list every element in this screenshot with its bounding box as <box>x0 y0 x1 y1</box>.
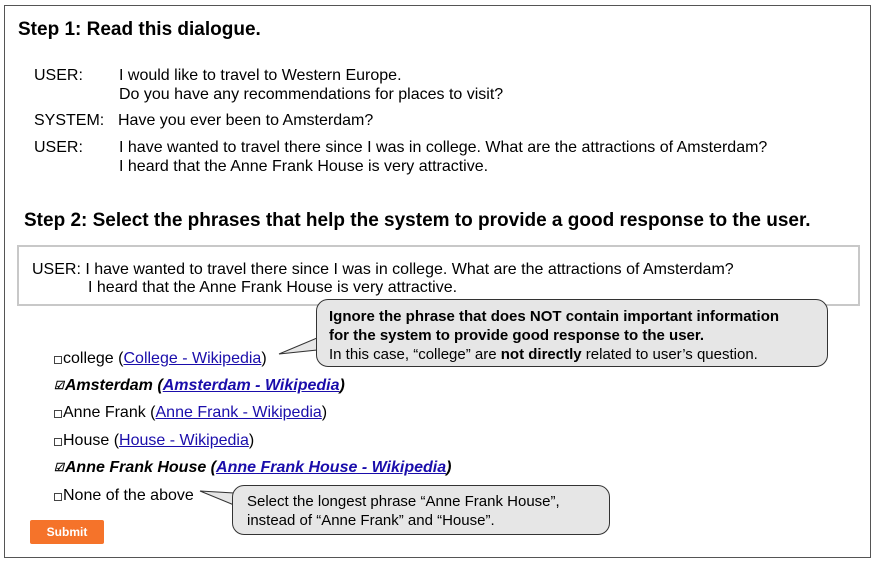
speaker-label: USER: <box>34 67 83 84</box>
checkbox-checked[interactable]: ☑ <box>54 380 64 392</box>
user-utterance-box <box>17 245 860 306</box>
callout-line: instead of “Anne Frank” and “House”. <box>247 512 495 529</box>
option-label: Amsterdam <box>64 377 153 394</box>
option-label: Anne Frank <box>63 404 146 421</box>
wikipedia-link[interactable]: House - Wikipedia <box>119 432 249 449</box>
utterance-line: I heard that the Anne Frank House is very attractive. <box>119 158 489 175</box>
checkbox-checked[interactable]: ☑ <box>54 462 64 474</box>
speaker-label: USER: <box>34 139 83 156</box>
option-label: Anne Frank House <box>64 459 207 476</box>
utterance-line: Do you have any recommendations for places to visit? <box>119 86 504 103</box>
checkbox-unchecked[interactable] <box>54 438 62 446</box>
callout-pointer <box>276 336 320 360</box>
wikipedia-link[interactable]: College - Wikipedia <box>123 350 262 367</box>
callout-line: In this case, “college” are not directly related to user’s question. <box>329 346 758 363</box>
hint-callout-ignore <box>316 299 828 367</box>
callout-line: Ignore the phrase that does NOT contain important information <box>329 308 780 325</box>
user-utterance-line: USER: I have wanted to travel there since I was in college. What are the attractions of Amsterdam? <box>32 261 734 278</box>
submit-button[interactable]: Submit <box>30 520 104 544</box>
checkbox-unchecked[interactable] <box>54 356 62 364</box>
option-label: None of the above <box>63 487 194 504</box>
user-utterance-line: I heard that the Anne Frank House is very attractive. <box>88 279 458 296</box>
step1-heading: Step 1: Read this dialogue. <box>18 19 261 40</box>
checkbox-unchecked[interactable] <box>54 410 62 418</box>
wikipedia-link[interactable]: Amsterdam - Wikipedia <box>162 377 340 394</box>
utterance-line: I have wanted to travel there since I was in college. What are the attractions of Amsterdam? <box>119 139 768 156</box>
speaker-label: SYSTEM: <box>34 112 105 129</box>
option-amsterdam[interactable]: ☑ Amsterdam ( Amsterdam - Wikipedia ) <box>54 377 345 394</box>
utterance-line: I would like to travel to Western Europe. <box>119 67 402 84</box>
option-college[interactable]: college ( College - Wikipedia ) <box>54 350 267 368</box>
utterance-line: Have you ever been to Amsterdam? <box>118 112 374 129</box>
checkbox-unchecked[interactable] <box>54 493 62 501</box>
hint-callout-longest <box>232 485 610 535</box>
option-house[interactable]: House ( House - Wikipedia ) <box>54 432 254 450</box>
callout-line: Select the longest phrase “Anne Frank House”, <box>247 493 560 510</box>
wikipedia-link[interactable]: Anne Frank - Wikipedia <box>155 404 322 421</box>
step2-heading: Step 2: Select the phrases that help the system to provide a good response to the user. <box>24 210 811 231</box>
option-label: House <box>63 432 110 449</box>
option-none-of-the-above[interactable] <box>54 487 194 505</box>
callout-line: for the system to provide good response to the user. <box>329 327 705 344</box>
wikipedia-link[interactable]: Anne Frank House - Wikipedia <box>216 459 447 476</box>
option-anne-frank[interactable]: Anne Frank ( Anne Frank - Wikipedia ) <box>54 404 327 422</box>
option-label: college <box>63 350 114 367</box>
option-anne-frank-house[interactable]: ☑ Anne Frank House ( Anne Frank House - Wikipedia ) <box>54 459 452 476</box>
